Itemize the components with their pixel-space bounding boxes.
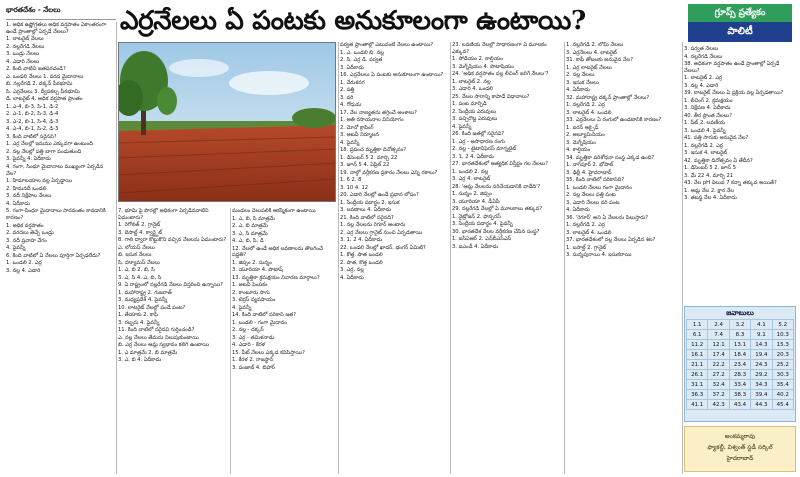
- answer-cell: 18.4: [729, 350, 750, 360]
- question-line: 2. నల్లరేగడి నేలలు: [6, 43, 45, 50]
- question-line: 19. నాల్గో వర్గీకరణ ప్రకారం నేలలు ఎన్ని రకాలు?: [340, 169, 438, 176]
- question-line: 1. కేరళ 2. రాజస్థాన్: [232, 357, 274, 364]
- badge-bottom-label: పాలిటీ: [688, 22, 792, 42]
- question-line: 3. యూరియా 4. పొటాష్: [232, 267, 283, 274]
- question-line: 1. డిసెంబర్ 5 2. మార్చి 22: [340, 154, 398, 161]
- question-line: 2. పాత, కొత్త ఒండలి: [340, 259, 383, 266]
- question-line: 1. జిప్సం 2. సున్నం: [232, 259, 272, 266]
- answer-cell: 29.2: [751, 370, 772, 380]
- column-divider: [564, 42, 565, 474]
- question-line: 3. ఇసుక నేలలు: [566, 79, 599, 86]
- author-city: హైదరాబాద్: [726, 455, 754, 462]
- question-line: 2. కాంటూరు సాగు: [232, 289, 270, 296]
- question-line: 3. తటస్థ నేల 4. ఏదీకాదు: [684, 195, 737, 202]
- question-line: 4. ఎడారి - కేరళ: [232, 342, 265, 349]
- question-line: 3. ఎర్రనేలలు 4. లాటరైట్: [566, 49, 617, 56]
- question-line: 27. భారతదేశంలో అత్యధిక విస్తీర్ణం గల నేలలు?: [452, 161, 548, 168]
- answer-cell: 23.4: [729, 360, 750, 370]
- question-line: 4. ఎ, బి, సి, డి: [232, 238, 264, 244]
- answer-row: [687, 390, 794, 400]
- question-line: 1. లాటరైట్ 2. నల్ల: [452, 78, 491, 85]
- question-line: 4. పైవన్నీ: [232, 304, 252, 311]
- answer-cell: 17.4: [708, 350, 729, 360]
- section-label: భారతదేశం - నేలలు: [6, 6, 116, 20]
- answer-key-title: జవాబులు: [726, 309, 754, 317]
- answer-cell: 24.3: [751, 360, 772, 370]
- question-line: 14. కింది వాటిలో సరికాని జత?: [232, 312, 296, 319]
- answer-cell: 14.3: [751, 340, 772, 350]
- answer-cell: 19.4: [751, 350, 772, 360]
- question-line: 32. మహారాష్ట్ర దక్కన్ ప్రాంతాల్లో నేలలు?: [566, 94, 650, 101]
- question-line: 24. 'అధిక వర్షపాతం వల్ల లీచింగ్ జరిగే నేలలు'?: [452, 71, 549, 78]
- answer-cell: 45.4: [772, 400, 793, 410]
- column-divider: [450, 42, 451, 474]
- question-line: 4. కాల్షియం: [566, 147, 591, 153]
- answer-cell: 39.4: [751, 390, 772, 400]
- answer-cell: 36.3: [687, 390, 708, 400]
- question-line: 3. మెగ్నీషియం: [566, 139, 596, 146]
- question-line: 43. నేల pH విలువ 7 కన్నా తక్కువ అయితే?: [684, 180, 777, 187]
- answer-cell: 20.3: [772, 350, 793, 360]
- answer-row: [687, 400, 794, 410]
- question-line: 3. ఐఎండీ 4. ఏదీకాదు: [452, 243, 499, 250]
- question-line: 26. కింది జతల్లో సరైనవి?: [452, 131, 505, 138]
- question-line: 3. ఎ, బి 4. ఏదీకాదు: [118, 357, 162, 364]
- question-line: 2. కింది వాటిని జతపరచండి?: [6, 66, 66, 73]
- question-line: 1. లాటరైట్ 2. ఎర్ర: [684, 75, 723, 82]
- question-line: 1. ఒండలి నేలలు గంగా మైదానం: [566, 184, 632, 191]
- question-line: 1. ఎర్ర లాటరైట్ నేలలు: [566, 64, 612, 71]
- answer-cell: 13.1: [729, 340, 750, 350]
- answer-cell: 28.3: [729, 370, 750, 380]
- question-line: 1. ఆమ్ల నేల 2. క్షార నేల: [684, 187, 734, 194]
- question-line: 1. నల్లరేగడి 2. లోమీ నేలలు: [566, 42, 624, 48]
- answer-cell: 15.3: [772, 340, 793, 350]
- question-line: 3. లవణాలు 4. ఏదీకాదు: [340, 207, 392, 213]
- question-line: 3. ఎడారి 4. ఒండలి: [452, 86, 493, 93]
- question-line: 2. వరదలు తెచ్చే ఒండ్రు: [6, 230, 54, 237]
- answer-cell: 40.2: [772, 390, 793, 400]
- question-line: 3. టెర్రస్ వ్యవసాయం: [232, 297, 276, 304]
- answer-cell: 37.2: [708, 390, 729, 400]
- author-box: [684, 426, 796, 472]
- question-line: ఎ. నల్ల నేలలు తేమను నిలుపుకుంటాయి: [118, 334, 199, 341]
- answer-row: [687, 360, 794, 370]
- question-line: 1. ఐసీఏఆర్ 2. ఎన్‌బీఎస్‌ఎస్: [452, 236, 512, 243]
- question-line: 23. లవణీయ నేలల్లో సాధారణంగా ఏ మూలకం ఎక్కువ?: [452, 42, 547, 55]
- answer-cell: 32.4: [708, 380, 729, 390]
- question-line: 9. ఏ రాష్ట్రంలో నల్లరేగడి నేలలు విస్తరించి ఉన్నాయి?: [118, 282, 223, 289]
- question-line: 2. నల్ల - దక్కన్: [232, 327, 264, 334]
- question-line: 3. ఢిల్లీ 4. హైదరాబాద్: [566, 169, 612, 176]
- question-line: 3. 1, 2 4. ఏదీకాదు: [340, 237, 383, 243]
- question-line: 3. జూన్ 5 4. ఏప్రిల్ 22: [340, 162, 390, 168]
- answer-cell: 38.3: [729, 390, 750, 400]
- answer-cell: 6.1: [687, 330, 708, 340]
- answer-key: [684, 306, 796, 422]
- answer-cell: 4.1: [751, 320, 772, 330]
- question-line: 1. నల్లరేగడి 2. ఎర్ర: [566, 222, 605, 228]
- question-line: 1. కొత్త, పాత ఒండలి: [340, 252, 383, 258]
- answer-cell: 33.4: [729, 380, 750, 390]
- question-line: 4. గోధుమ: [340, 102, 362, 108]
- question-line: పర్వత ప్రాంతాల్లో ఎటువంటి నేలలు ఉంటాయి?: [340, 42, 434, 48]
- question-line: 4. ఎడారి నేలలు: [6, 58, 40, 65]
- question-line: 3. పైవన్నీ 4. ఏదీకాదు: [6, 156, 51, 163]
- question-line: 2. ఎ, బి మాత్రమే: [232, 223, 268, 229]
- question-line: 20. ఎడారి నేలల్లో ఉండే ప్రధాన లోపం?: [340, 192, 419, 198]
- question-line: 1. తేయాకు 2. కాఫీ: [118, 312, 158, 319]
- question-line: డి. లాటరైట్ 4. అధిక వర్షపాత ప్రాంతం: [6, 96, 83, 103]
- headline: ఎర్రనేలలు ఏ పంటకు అనుకూలంగా ఉంటాయి?: [120, 6, 586, 36]
- question-line: 1. ఎ. ఒండలి బి. నల్ల: [340, 49, 384, 56]
- column-divider: [230, 208, 231, 474]
- question-line: 16. ఎర్రనేలలు ఏ పంటకు అనుకూలంగా ఉంటాయి?: [340, 72, 444, 78]
- question-line: 2. సి. ఎర్ర డి. పర్వత: [340, 57, 383, 63]
- question-line: 42. మృత్తికా దినోత్సవం ఏ తేదీన?: [684, 157, 753, 164]
- question-line: 40. తీర ప్రాంత నేలలు?: [684, 112, 732, 119]
- question-line: 1. సోడియం 2. కాల్షియం: [452, 56, 503, 63]
- question-line: 3. ఎర్ర 4. లాటరైట్: [452, 176, 491, 183]
- answer-cell: 30.3: [772, 370, 793, 380]
- question-line: 2. నల్ల నేలల్లో పత్తి బాగా పండుతుంది: [6, 148, 82, 155]
- question-line: 3. పచ్చిరొట్ట ఎరువులు: [452, 116, 498, 123]
- question-line: 13. మృత్తికా క్రమక్షయం నివారణ మార్గాలు?: [232, 274, 320, 281]
- question-column-4: [340, 42, 448, 474]
- question-line: 1. హిమాలయాల వల్ల ఏర్పడ్డాయి: [6, 178, 73, 185]
- question-line: 1. మహారాష్ట్ర 2. గుజరాత్: [118, 289, 172, 296]
- question-line: 2. పత్తి: [340, 87, 355, 93]
- question-line: 33. ఎర్రనేలలు ఏ రంగులో ఉండటానికి కారణం?: [566, 117, 662, 123]
- question-line: 5. గంగా-సింధూ మైదానాలు సారవంతం కావడానికి కారణం?: [6, 208, 106, 222]
- question-line: 3. కింది వాటిలో సరైనవి?: [6, 133, 57, 140]
- question-line: 1. ఎర్ర - అసాధారణ రంగు: [452, 138, 505, 145]
- question-line: 1. నైట్రోజన్ 2. ఫాస్ఫరస్: [452, 213, 501, 220]
- question-line: 11. కింది వాటిలో సరైనవి గుర్తించండి?: [118, 327, 195, 334]
- answer-cell: 21.1: [687, 360, 708, 370]
- answer-cell: 8.3: [729, 330, 750, 340]
- question-line: 4. గంగా, సింధూ మైదానాలు ముఖ్యంగా ఏర్పడిన నేల?: [6, 163, 104, 177]
- question-line: 3. సున్నపురాయి 4. ఇసుకరాయి: [566, 252, 632, 258]
- question-line: 2. నల్ల నేలలు పత్తి పంట: [566, 192, 616, 198]
- question-line: 6. కింది వాటిలో ఏ నేలలు పూర్తిగా ఏర్పడలేదు?: [6, 252, 101, 259]
- question-line: 3. పంజాబ్ 4. బిహార్: [232, 364, 275, 371]
- question-line: 2. సేంద్రీయ ఎరువులు: [452, 108, 497, 115]
- answer-row: [687, 330, 794, 340]
- answer-row: [687, 380, 794, 390]
- question-line: 3. రబ్బరు 4. పైవన్నీ: [118, 319, 160, 326]
- question-line: 3. మే 22 4. మార్చి 21: [684, 172, 734, 179]
- answer-cell: 22.2: [708, 360, 729, 370]
- question-line: 36. 'రెగూర్' అని ఏ నేలలను పిలుస్తారు?: [566, 214, 649, 221]
- question-line: 21. కింది వాటిలో సరైనది?: [340, 214, 394, 221]
- question-line: 3. ఇసుక 4. లాటరైట్: [684, 150, 728, 157]
- question-line: 2. నల్ల నేలలు: [566, 72, 595, 78]
- question-line: మండలం వెలుపలికి ఆకస్మికంగా ఉంటాయి: [232, 208, 316, 214]
- question-line: 30. భారతదేశ నేలల వర్గీకరణ చేసిన సంస్థ?: [452, 228, 540, 235]
- question-line: బి. ఎర్ర నేలలు ఆమ్ల స్వభావం కలిగి ఉంటాయి: [118, 342, 210, 349]
- red-soil-field-photo: [118, 42, 336, 202]
- question-line: 22. ఒండలి నేలల్లో ఖాదర్, భంగర్ ఏమిటి?: [340, 244, 426, 251]
- question-line: 12. నేలలో ఉండే అధిక లవణాలను తొలగించే పద్ధతి?: [232, 245, 323, 259]
- question-line: 3. పర్వత నేలలు: [684, 46, 719, 52]
- question-line: 1. ఐరన్ ఆక్సైడ్: [566, 124, 599, 131]
- question-column-5: [452, 42, 562, 474]
- answer-cell: 11.2: [687, 340, 708, 350]
- question-line: 3. వరి: [340, 94, 354, 101]
- answer-cell: 35.4: [772, 380, 793, 390]
- question-column-2: [118, 208, 228, 474]
- question-line: 4. ఏదీకాదు: [566, 207, 590, 213]
- question-line: 3. నల్ల 4. ఎడారి: [6, 267, 41, 274]
- question-line: 3. మెగ్నీషియం 4. పొటాషియం: [452, 63, 514, 70]
- question-line: 1. రెగోలిత్ 2. గ్రానైట్: [118, 222, 161, 229]
- question-line: 10. లాటరైట్ నేలల్లో పండే పంట?: [118, 304, 186, 311]
- question-line: 2. అల్యూమినియం: [566, 132, 605, 138]
- question-line: 3. ఏదీకాదు: [340, 64, 364, 71]
- question-column-7: [684, 46, 796, 302]
- question-line: 38. అధికంగా వర్షపాతం ఉండే ప్రాంతాల్లో ఏర్పడే నేలలు?: [684, 61, 780, 74]
- question-line: 4. ఏదీకాదు: [566, 87, 590, 93]
- question-line: 25. నేలల సారాన్ని కాపాడే విధానాలు?: [452, 93, 530, 100]
- question-line: 1. బసాల్ట్ 2. గ్రానైట్: [566, 244, 607, 251]
- question-line: 39. లాటరైట్ నేలలు ఏ ప్రక్రియ వల్ల ఏర్పడతాయి?: [684, 90, 784, 97]
- answer-cell: 41.1: [687, 400, 708, 410]
- question-line: 3. నల్ల 4. ఎడారి: [684, 82, 719, 89]
- question-line: 18. ప్రపంచ మృత్తికా దినోత్సవం?: [340, 147, 407, 153]
- question-line: 1. ఎ, బి, సి మాత్రమే: [232, 215, 275, 222]
- question-line: 3. 10 4. 12: [340, 184, 369, 191]
- question-line: ఎ. లోయస్ నేలలు: [118, 244, 155, 251]
- question-line: 3. ఎడారి నేలలు వరి పంట: [566, 199, 620, 206]
- question-line: 3. ఒండలి 4. పైవన్నీ: [684, 127, 726, 134]
- question-line: 17. నేల నాణ్యతను తగ్గించే అంశాలు?: [340, 109, 417, 116]
- question-line: 1. సేంద్రీయ పదార్థం 2. ఇసుక: [340, 199, 400, 206]
- question-line: 8. గాలి ద్వారా కొట్టుకొని వచ్చిన నేలలను ఏమంటారు?: [118, 237, 227, 244]
- answer-cell: 9.1: [751, 330, 772, 340]
- question-line: 3. బెసాల్ట్ 4. క్వార్ట్జైట్: [118, 229, 163, 236]
- question-line: 3. ఎ, సి మాత్రమే: [232, 230, 268, 237]
- question-column-1: [6, 22, 114, 474]
- answer-cell: 27.2: [708, 370, 729, 380]
- question-line: 3. నిక్షేపణ 4. ఏదీకాదు: [684, 105, 731, 112]
- answer-cell: 26.1: [687, 370, 708, 380]
- answer-cell: 5.2: [772, 320, 793, 330]
- question-line: 1. లాటరైట్ నేలలు: [6, 36, 44, 43]
- question-line: 1. ఎ-4, బి-3, సి-1, డి-2: [6, 103, 59, 110]
- answer-cell: 43.4: [729, 400, 750, 410]
- question-line: 3. యూరియా 4. డీఏపీ: [452, 198, 500, 205]
- question-line: 4. పైవన్నీ: [6, 245, 26, 252]
- answer-cell: 31.1: [687, 380, 708, 390]
- column-divider: [682, 42, 683, 474]
- question-line: 2. ఎర్ర నేలలు గ్రానైట్ నుంచి ఏర్పడతాయి: [340, 229, 423, 236]
- question-line: 7. భూమి పై పొరల్లో అధికంగా ఏర్పడినవాటిని ఏమంటారు?: [118, 208, 209, 221]
- question-line: 1. పంట మార్పిడి: [452, 101, 487, 108]
- answer-cell: 7.4: [708, 330, 729, 340]
- answer-cell: 10.3: [772, 330, 793, 340]
- question-line: 31. కాఫీ తోటలకు అనువైన నేల?: [566, 57, 633, 63]
- question-line: 1. అతి రసాయనాల వినియోగం: [340, 117, 404, 123]
- answer-row: [687, 370, 794, 380]
- category-badge: [688, 4, 792, 44]
- question-line: 2. నల్ల - టైటానిఫెరస్ మాగ్నటైట్: [452, 146, 517, 153]
- question-line: 1. ఎ, బి 2. బి, సి: [118, 267, 155, 274]
- question-line: 3. ఒండ్రు నేలలు: [6, 51, 40, 58]
- question-line: 3. లాటరైట్ 4. ఒండలి: [566, 229, 612, 236]
- question-line: 1. ఒండలి - గంగా మైదానం: [232, 319, 287, 326]
- author-name: అంకమ్మరావు: [724, 433, 756, 440]
- answer-cell: 42.3: [708, 400, 729, 410]
- answer-cell: 44.3: [751, 400, 772, 410]
- answer-cell: 34.3: [751, 380, 772, 390]
- question-line: 15. పీట్ నేలలు ఎక్కడ కనిపిస్తాయి?: [232, 349, 305, 356]
- question-line: 3. ఎ, సి 4. ఎ, బి, సి: [118, 274, 162, 281]
- question-line: 2. మోనో క్రాపింగ్: [340, 124, 374, 131]
- question-line: 3. ఎ-2, బి-1, సి-4, డి-3: [6, 118, 59, 125]
- question-line: 2. హిమనదీ ఒండలి: [6, 185, 47, 192]
- question-line: 4. పైవన్నీ: [340, 139, 360, 146]
- question-line: 1. 6 2. 8: [340, 177, 362, 183]
- question-line: 4. పైవన్నీ: [452, 123, 472, 130]
- question-line: 3. లాటరైట్ 4. ఒండలి: [566, 109, 612, 116]
- answer-row: [687, 350, 794, 360]
- question-line: 3. మధ్యప్రదేశ్ 4. పైవన్నీ: [118, 297, 168, 304]
- answer-cell: 16.1: [687, 350, 708, 360]
- question-line: 4. ఎ-4, బి-1, సి-2, డి-3: [6, 126, 59, 133]
- question-line: సి. హ్యూమస్ నేలలు: [118, 259, 160, 266]
- question-line: ఎ. ఒండలి నేలలు 1. వరద మైదానాలు: [6, 73, 84, 80]
- question-line: 1. అధిక ఉష్ణోగ్రతలు అధిక వర్షపాతం ఏకాంతరంగా ఉండే ప్రాంతాల్లో ఏర్పడే నేలలు?: [6, 22, 107, 35]
- question-line: 1. పీట్ 2. లవణీయ: [684, 120, 725, 127]
- answer-key-table: [686, 319, 794, 410]
- answer-cell: 3.2: [729, 320, 750, 330]
- answer-row: [687, 340, 794, 350]
- author-affiliation: ఫ్యాకల్టీ, విశ్వంత్ స్టడీ సర్కిల్: [707, 444, 773, 451]
- question-line: 37. భారతదేశంలో నల్ల నేలలు ఏర్పడిన శిల?: [566, 237, 656, 243]
- answer-cell: 2.4: [708, 320, 729, 330]
- question-line: 1. నల్లరేగడి 2. ఎర్ర: [566, 102, 605, 108]
- answer-cell: 1.1: [687, 320, 708, 330]
- question-line: 1. లీచింగ్ 2. క్రమక్షయం: [684, 97, 733, 104]
- question-line: 1. డిసెంబర్ 5 2. జూన్ 5: [684, 165, 737, 172]
- question-line: 1. ఒండలి 2. నల్ల: [452, 168, 489, 175]
- question-line: 3. నదీ ప్రవాహ వేగం: [6, 237, 47, 244]
- question-line: 1. నల్ల నేలలను రెగూర్ అంటారు: [340, 222, 406, 228]
- question-line: 34. మృత్తికా పరిశోధనా సంస్థ ఎక్కడ ఉంది?: [566, 154, 655, 161]
- question-line: 3. 1, 2 4. ఏదీకాదు: [452, 153, 495, 160]
- question-line: బి. నల్లరేగడి 2. దక్కన్ పీఠభూమి: [6, 81, 73, 88]
- question-line: సి. ఎర్రనేలలు 3. ద్వీపకల్ప పీఠభూమి: [6, 88, 80, 95]
- question-line: 3. ఎర్ర, నల్ల: [340, 267, 364, 273]
- question-line: 1. నాగ్‌పూర్ 2. భోపాల్: [566, 162, 614, 168]
- question-line: 3. సేంద్రీయ పదార్థం 4. పైవన్నీ: [452, 221, 513, 228]
- question-line: 4. ఏదీకాదు: [6, 200, 30, 207]
- question-line: 4. నల్లరేగడి నేలలు: [684, 53, 723, 60]
- question-line: 1. ఒండలి 2. ఎర్ర: [6, 260, 42, 267]
- question-line: బి. ఇసుక నేలలు: [118, 252, 152, 259]
- question-line: 4. ఏదీకాదు: [340, 274, 364, 281]
- question-line: 1. అటవీ పెంపకం: [232, 282, 268, 289]
- question-line: 1. ఎర్ర నేలల్లో ఇనుము ఎక్కువగా ఉంటుంది: [6, 141, 93, 148]
- answer-cell: 25.2: [772, 360, 793, 370]
- question-line: 41. పత్తి సాగుకు అనువైన నేల?: [684, 135, 749, 142]
- question-line: 1. నల్లరేగడి 2. ఎర్ర: [684, 142, 723, 149]
- question-line: 3. అటవీ నిర్మూలన: [340, 132, 379, 138]
- question-line: 1. అధిక వర్షపాతం: [6, 222, 44, 229]
- question-line: 1. వేరుశనగ: [340, 79, 365, 86]
- question-line: 29. నల్లరేగడి నేలల్లో ఏ మూలకాలు తక్కువ?: [452, 206, 543, 213]
- question-line: 1. సున్నం 2. జిప్సం: [452, 191, 492, 198]
- question-line: 2. ఎ-1, బి-2, సి-3, డి-4: [6, 111, 59, 118]
- badge-top-label: గ్రూప్స్ ప్రత్యేకం: [688, 4, 792, 22]
- column-divider: [338, 42, 339, 474]
- question-line: 3. ఎర్ర - తమిళనాడు: [232, 334, 275, 341]
- answer-cell: 12.1: [708, 340, 729, 350]
- question-line: 28. 'ఆమ్ల నేలలను సరిచేయడానికి వాడేది'?: [452, 183, 541, 190]
- question-column-6: [566, 42, 680, 474]
- question-line: 3. నదీ నిక్షేపాల నేలలు: [6, 193, 52, 200]
- question-column-3: [232, 208, 338, 474]
- answer-row: [687, 320, 794, 330]
- question-line: 35. కింది వాటిలో సరికానిది?: [566, 177, 625, 183]
- column-divider: [116, 22, 117, 474]
- question-line: 1. ఎ మాత్రమే 2. బి మాత్రమే: [118, 349, 178, 356]
